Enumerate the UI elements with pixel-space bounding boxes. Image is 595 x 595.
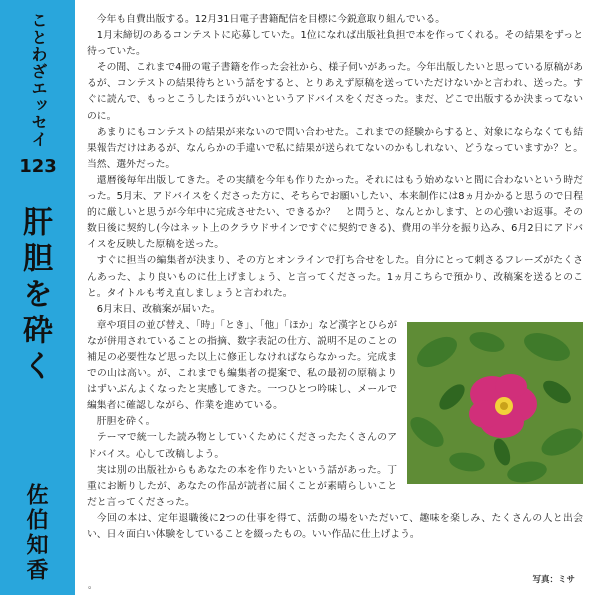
rose-illustration [407, 322, 583, 484]
sidebar-band [0, 0, 75, 595]
rose-photo [407, 322, 583, 484]
photo-caption: 写真：ミサ [532, 575, 575, 585]
series-title: ことわざエッセイ [29, 12, 48, 148]
paragraph: あまりにもコンテストの結果が来ないので問い合わせた。これまでの経験からすると、対象にならなくても結果報告だけはあるが、なんらかの手違いで私に結果が送られてないのかもしれない、どうなっていますか？と。当然、選外だった。 [87, 126, 583, 170]
author-name: 佐伯知香 [23, 483, 49, 583]
paragraph: 実は別の出版社からもあなたの本を作りたいという話があった。丁重にお断りしたが、あなたの作品が読者に届くことが素晴らしいことだと言ってくださった。 [87, 464, 397, 508]
end-mark: 。 [88, 581, 98, 591]
paragraph: その間、これまで4冊の電子書籍を作った会社から、様子伺いがあった。今年出版したいと思っている原稿があるが、コンテストの結果待ちという話をすると、とりあえず原稿を送っていただけないかと言われ、送った。すぐに読んで、もっとこうしたほうがいいというアドバイスをくださった。まだ、どこで出版するか決まってないのに。 [87, 62, 583, 122]
paragraph: すぐに担当の編集者が決まり、その方とオンラインで打ち合せをした。自分にとって刺さるフレーズがたくさんあった、より良いものに仕上げましょう、と言ってくださった。1ヵ月こちらで預かり、改稿案を送るとのこと。タイトルも考え直しましょうと言われた。 [87, 255, 583, 299]
paragraph: 肝胆を砕く。 [96, 416, 156, 428]
essay-title: 肝胆を砕く [17, 206, 52, 386]
paragraph: 還暦後毎年出版してきた。その実績を今年も作りたかった。それにはもう始めないと間に合わないという時だった。5月末、アドバイスをくださった方に、そちらでお願いしたい、本来制作には8ヵ月かかると思うので日程的に厳しいと思うが今年中に完成させたい、できるか？ と問うと、なんとかします、との心強いお返事。その数日後に契約し(今はネット上のクラウドサインですぐに契約できる)、費用の半分を振り込み、6月2日にアドバイスを反映した原稿を送った。 [87, 174, 583, 251]
paragraph: 1月末締切のあるコンテストに応募していた。1位になれば出版社負担で本を作ってくれる。その結果をずっと待っていた。 [87, 30, 583, 58]
paragraph: 章や項目の並び替え、「時」「とき」、「他」「ほか」など漢字とひらがなが併用されていることの指摘、数字表記の仕方、説明不足のことの補足の必要性など思った以上に修正しなければならなかった。完成までの山は高い。が、これまでも編集者の提案で、私の最初の原稿よりはずいぶんよくなったと実感してきた。一つひとつ吟味し、メールで編集者に確認しながら、作業を進めている。 [87, 319, 397, 412]
essay-body [87, 12, 583, 543]
paragraph: 6月末日、改稿案が届いた。 [96, 303, 221, 315]
issue-number: 123 [19, 156, 57, 177]
paragraph: 今年も自費出版する。12月31日電子書籍配信を目標に今鋭意取り組んでいる。 [96, 14, 446, 25]
paragraph: テーマで統一した読み物としていくためにくださったたくさんのアドバイス。心して改稿しよう。 [87, 432, 397, 460]
paragraph: 今回の本は、定年退職後に2つの仕事を得て、活動の場をいただいて、趣味を楽しみ、たくさんの人と出会い、日々面白い体験をしていることを綴ったもの。いい作品に仕上げよう。 [87, 512, 583, 540]
